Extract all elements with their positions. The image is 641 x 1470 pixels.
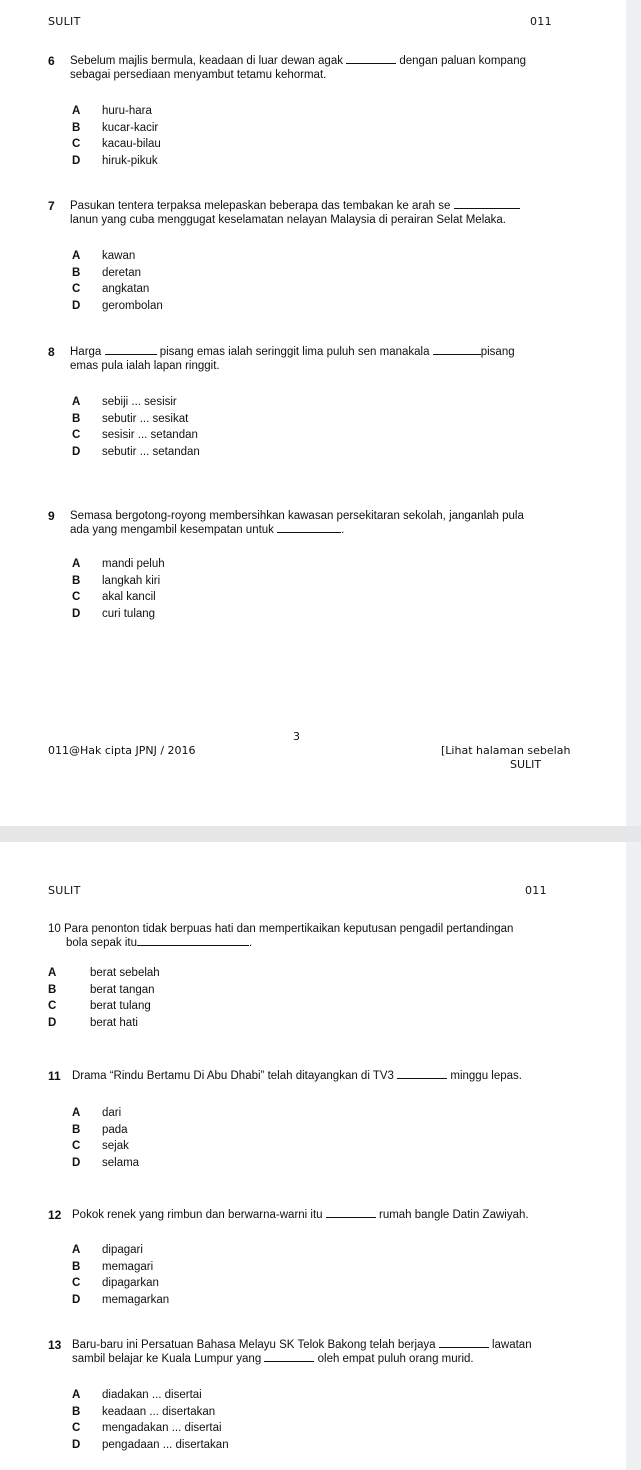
option-c[interactable] [72,589,165,606]
footer-next-page: [Lihat halaman sebelah [441,744,571,757]
option-d[interactable] [72,298,163,315]
option-text: angkatan [102,283,150,295]
option-letter: D [72,445,81,458]
option-a[interactable] [72,394,200,411]
option-text: deretan [102,266,142,279]
option-a[interactable] [72,1242,169,1259]
option-text: keadaan ... disertakan [102,1405,216,1418]
option-text: langkah kiri [102,574,161,587]
question-text-line2 [70,523,344,537]
option-d[interactable] [72,1155,139,1172]
option-text: akal kancil [102,591,156,603]
question-text [70,345,515,359]
answer-blank [346,54,396,64]
answer-blank [433,345,481,355]
option-letter: B [72,1405,81,1418]
question-number: 12 [48,1208,62,1222]
option-letter: B [72,266,81,279]
option-letter: C [72,1422,81,1434]
option-d[interactable] [48,1015,160,1032]
options-list [72,248,163,314]
option-letter: D [72,607,81,620]
option-text: sebiji ... sesisir [102,396,177,408]
option-text: gerombolan [102,299,163,312]
question-number: 9 [48,509,55,523]
options-list [48,965,160,1031]
answer-blank [397,1069,447,1079]
question-text-part: . [248,937,253,949]
option-a[interactable] [72,248,163,265]
option-b[interactable] [72,1122,139,1139]
option-text: berat tulang [90,1000,151,1012]
question-text-line2: sebagai persediaan menyambut tetamu kehormat. [70,69,327,81]
option-letter: A [72,396,81,408]
option-text: sejak [102,1140,129,1152]
option-letter: A [72,250,81,262]
option-letter: B [72,1123,81,1136]
option-d[interactable] [72,444,200,461]
option-letter: B [72,121,81,134]
option-letter: A [72,1244,81,1256]
question-text-line2: emas pula ialah lapan ringgit. [70,360,220,372]
footer-copyright: 011@Hak cipta JPNJ / 2016 [48,744,196,757]
question-text-line2 [72,1352,474,1366]
option-text: hiruk-pikuk [102,154,158,167]
question-text-part: Baru-baru ini Persatuan Bahasa Melayu SK Telok Bakong telah berjaya [72,1339,436,1351]
option-text: diadakan ... disertai [102,1389,202,1401]
options-list [72,103,161,169]
option-text: kawan [102,250,136,262]
question-text-part: Sebelum majlis bermula, keadaan di luar dewan agak [70,55,343,67]
option-letter: B [48,983,57,996]
question-text-part: Harga [70,346,102,358]
answer-blank [277,523,341,533]
question-text: Semasa bergotong-royong membersihkan kawasan persekitaran sekolah, janganlah pula [70,510,524,522]
question-text-part: lawatan [491,1339,532,1351]
question-text [72,1338,532,1352]
question-text-part: Pokok renek yang rimbun dan berwarna-warni itu [72,1209,323,1221]
question-text-part: rumah bangle Datin Zawiyah. [378,1209,529,1221]
option-text: memagari [102,1260,154,1273]
option-letter: D [72,1293,81,1306]
option-letter: B [72,574,81,587]
option-text: berat hati [90,1016,138,1029]
option-text: mengadakan ... disertai [102,1422,222,1434]
option-letter: D [48,1016,57,1029]
question-number: 10 [48,923,61,935]
option-letter: D [72,1156,81,1169]
option-text: sebutir ... sesikat [102,412,189,425]
option-b[interactable] [72,265,163,282]
option-c[interactable] [72,1420,229,1437]
option-letter: D [72,154,81,167]
option-letter: B [72,1260,81,1273]
question-text [70,54,550,68]
answer-blank [105,345,157,355]
question-text-part: minggu lepas. [450,1070,522,1082]
option-letter: C [72,591,81,603]
question-number: 7 [48,199,55,213]
option-c[interactable] [72,136,161,153]
option-b[interactable] [72,1259,169,1276]
question-text-part: pisang emas ialah seringgit lima puluh sen manakala [159,346,430,358]
option-letter: A [72,558,81,570]
option-text: dipagari [102,1244,143,1256]
question-text-part: . [341,524,345,536]
option-letter: B [72,412,81,425]
option-letter: C [48,1000,57,1012]
option-letter: C [72,1140,81,1152]
option-a[interactable] [72,103,161,120]
option-letter: A [72,105,81,117]
option-text: dari [102,1107,122,1119]
question-text [48,922,548,936]
options-list [72,1387,229,1453]
answer-blank [137,936,249,946]
question-text [70,199,520,213]
option-d[interactable] [72,606,165,623]
option-letter: D [72,1438,81,1451]
option-c[interactable] [48,998,160,1015]
question-number: 11 [48,1069,61,1083]
viewer-right-strip [626,0,641,1470]
option-letter: A [72,1389,81,1401]
option-a[interactable] [72,1387,229,1404]
option-b[interactable] [72,411,200,428]
options-list [72,1242,169,1308]
question-text-part: pisang [480,346,515,358]
option-letter: C [72,283,81,295]
question-text-part: ada yang mengambil kesempatan untuk [70,524,274,536]
header-code: 011 [530,15,552,28]
option-a[interactable] [72,1105,139,1122]
option-b[interactable] [72,1404,229,1421]
option-a[interactable] [48,965,160,982]
option-b[interactable] [72,573,165,590]
option-text: kucar-kacir [102,121,159,134]
question-text-part: sambil belajar ke Kuala Lumpur yang [72,1353,262,1365]
page-separator [0,826,641,842]
answer-blank [326,1208,376,1218]
answer-blank [454,199,520,209]
question-text-part: Pasukan tentera terpaksa melepaskan beberapa das tembakan ke arah se [70,200,451,212]
question-text-line2 [66,936,252,950]
option-text: berat tangan [90,983,155,996]
options-list [72,394,200,460]
option-d[interactable] [72,153,161,170]
option-b[interactable] [72,120,161,137]
option-text: dipagarkan [102,1277,159,1289]
question-number: 8 [48,345,55,359]
header-sulit: SULIT [48,884,81,897]
option-text: selama [102,1156,140,1169]
option-text: huru-hara [102,105,152,117]
option-letter: C [72,429,81,441]
option-letter: A [72,1107,81,1119]
option-c[interactable] [72,1138,139,1155]
question-text-part: Para penonton tidak berpuas hati dan mempertikaikan keputusan pengadil pertandingan [64,923,514,935]
option-a[interactable] [72,556,165,573]
question-text-part: oleh empat puluh orang murid. [317,1353,474,1365]
option-letter: D [72,299,81,312]
answer-blank [439,1338,489,1348]
option-text: mandi peluh [102,558,165,570]
option-c[interactable] [72,427,200,444]
option-text: sebutir ... setandan [102,445,200,458]
option-d[interactable] [72,1437,229,1454]
question-number: 13 [48,1338,62,1352]
option-text: sesisir ... setandan [102,429,198,441]
option-c[interactable] [72,1275,169,1292]
option-text: berat sebelah [90,967,160,979]
option-text: curi tulang [102,607,156,620]
option-letter: C [72,1277,81,1289]
question-text-line2: lanun yang cuba menggugat keselamatan nelayan Malaysia di perairan Selat Melaka. [70,214,506,226]
question-text-part: dengan paluan kompang [399,55,526,67]
option-text: kacau-bilau [102,138,161,150]
question-text [72,1069,522,1083]
option-c[interactable] [72,281,163,298]
question-number: 6 [48,54,55,68]
question-text-part: Drama “Rindu Bertamu Di Abu Dhabi” telah ditayangkan di TV3 [72,1070,394,1082]
option-letter: C [72,138,81,150]
option-text: pengadaan ... disertakan [102,1438,229,1451]
option-letter: A [48,967,57,979]
page-number: 3 [293,730,300,743]
options-list [72,1105,139,1171]
header-code: 011 [525,884,547,897]
answer-blank [264,1352,314,1362]
option-text: memagarkan [102,1293,170,1306]
option-text: pada [102,1123,128,1136]
document-page-2 [0,842,626,1470]
option-d[interactable] [72,1292,169,1309]
option-b[interactable] [48,982,160,999]
footer-sulit: SULIT [510,758,542,771]
question-text [72,1208,529,1222]
question-text-part: bola sepak itu [66,937,137,949]
header-sulit: SULIT [48,15,81,28]
options-list [72,556,165,622]
